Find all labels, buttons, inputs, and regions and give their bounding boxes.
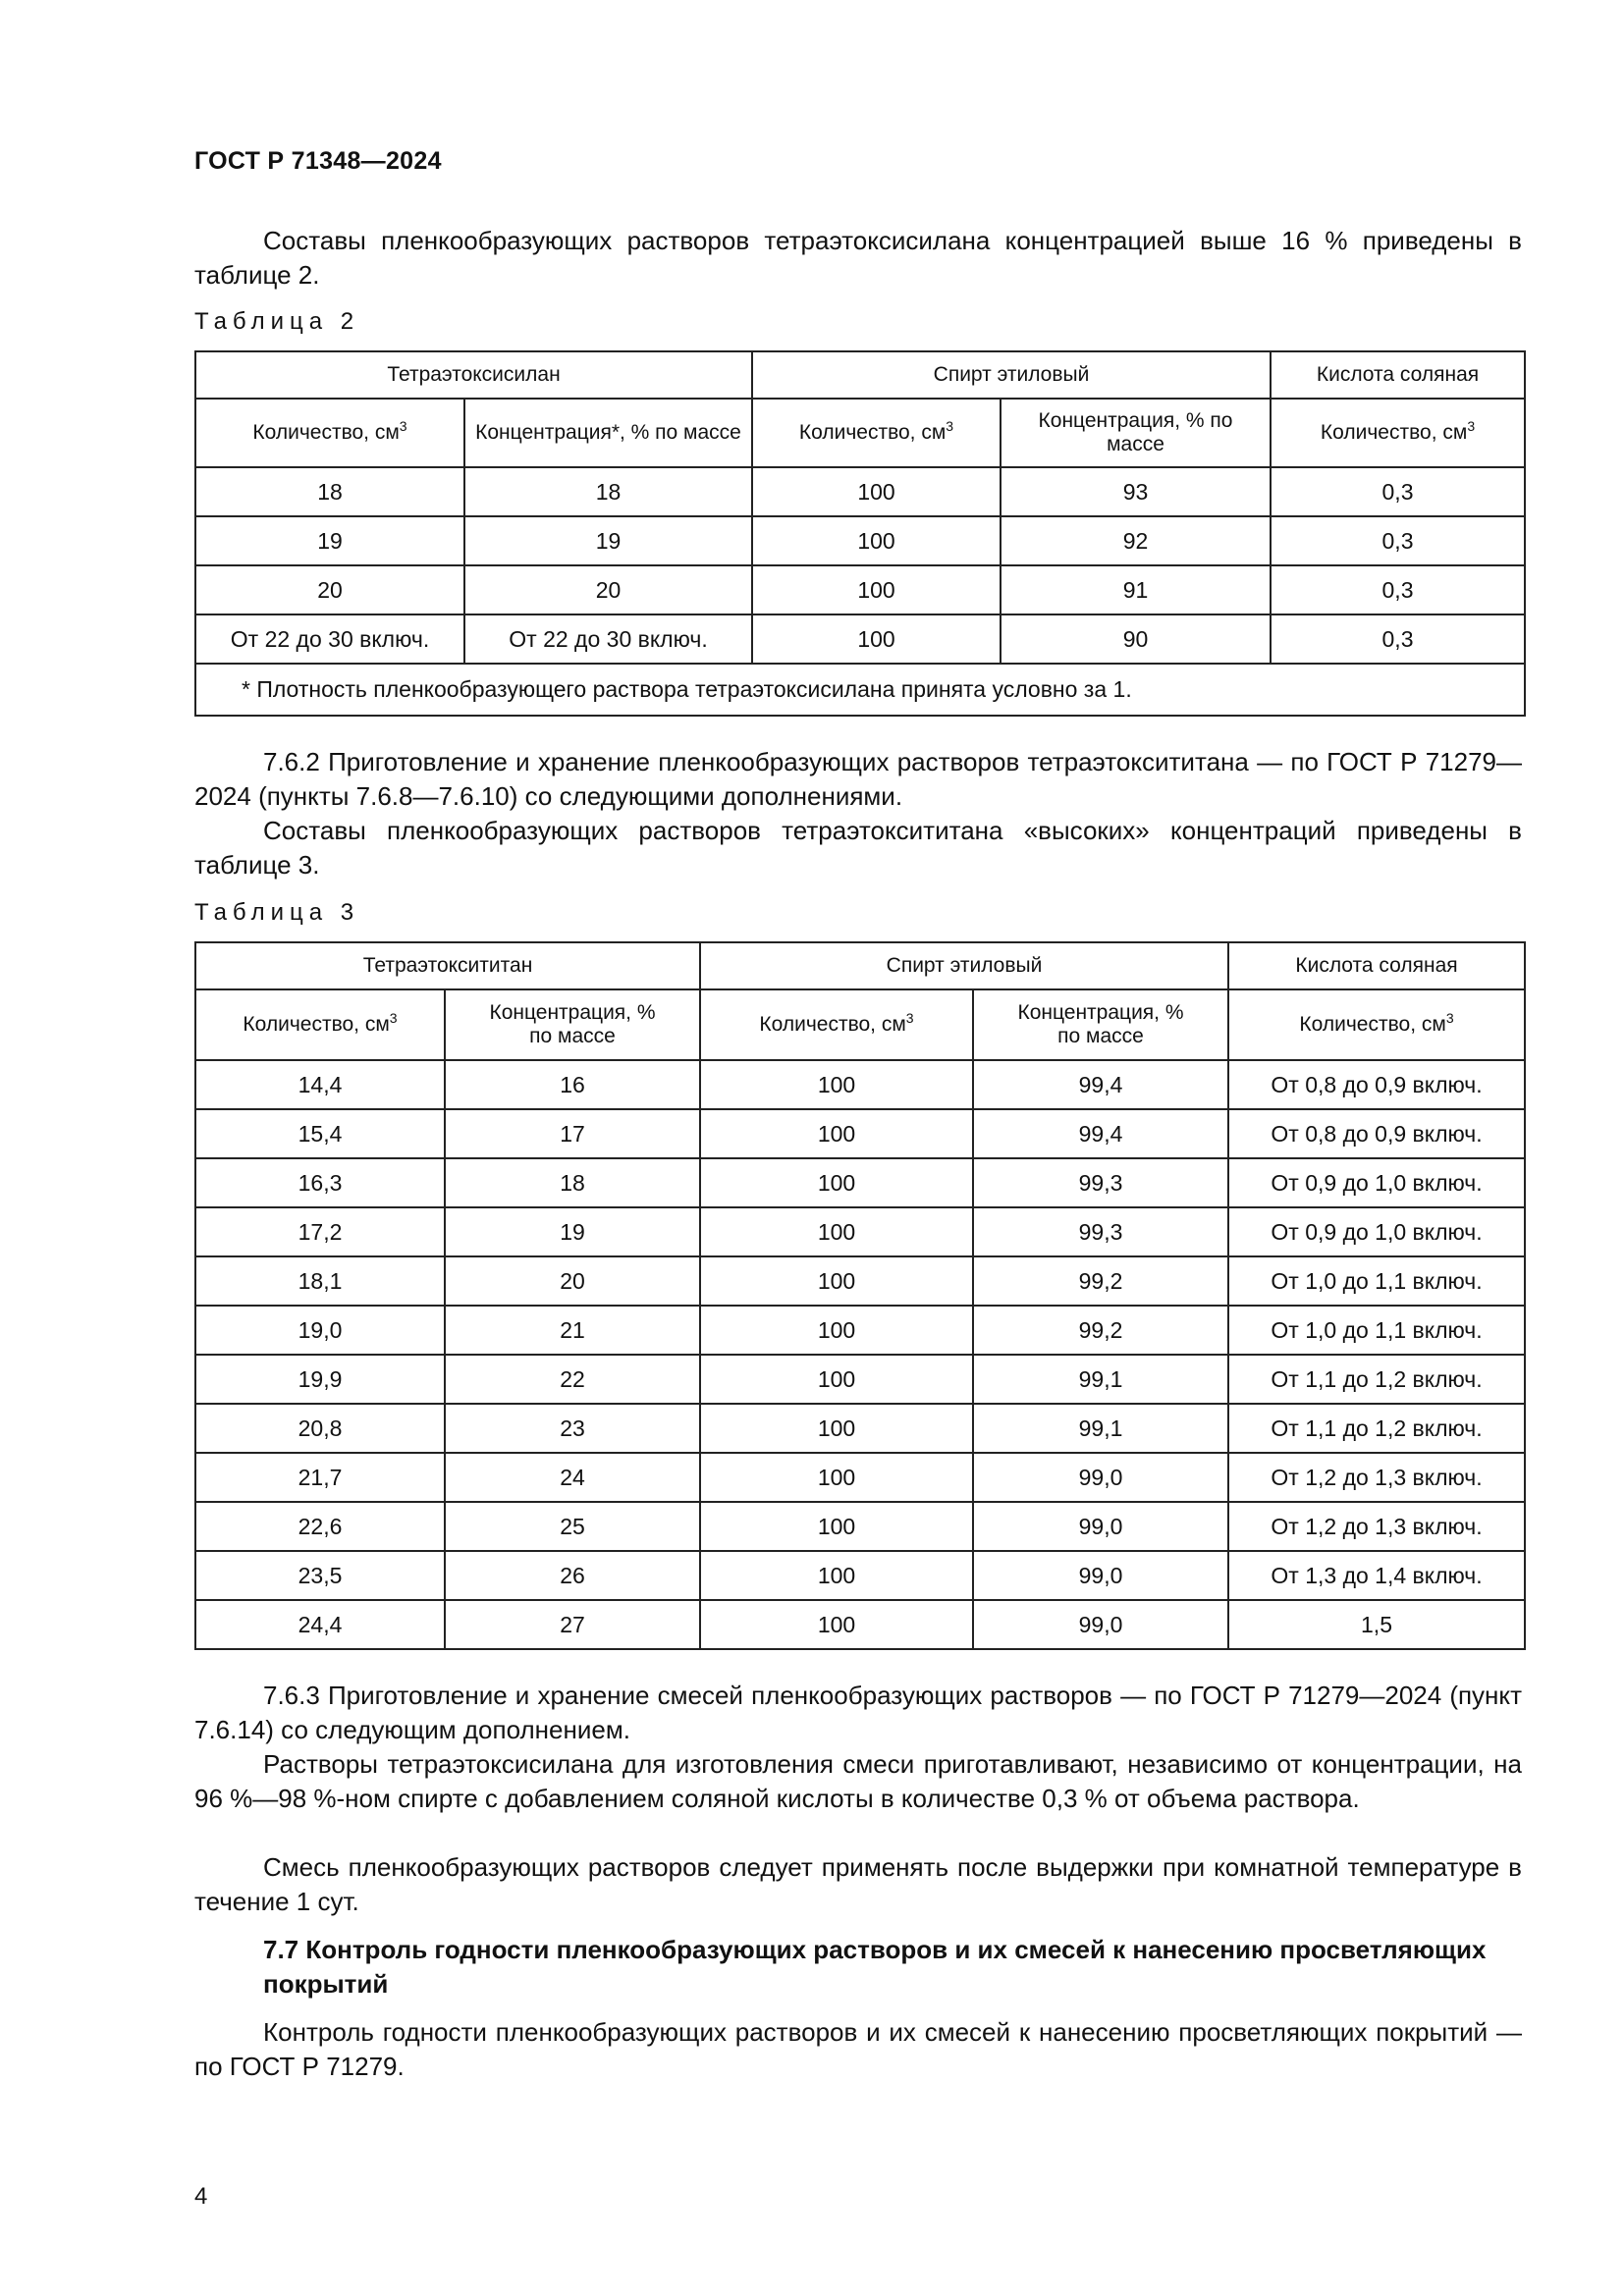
table3-row	[195, 1453, 1525, 1502]
table3-cell: 27	[445, 1600, 700, 1649]
table3-cell: 23,5	[195, 1551, 445, 1600]
table3-cell: 100	[700, 1158, 973, 1207]
table2-footnote: * Плотность пленкообразующего раствора тетраэтоксисилана принята условно за 1.	[195, 664, 1525, 716]
table3-group-header-row	[195, 942, 1525, 989]
table3-cell: 18	[445, 1158, 700, 1207]
table3-row	[195, 1600, 1525, 1649]
table3-row	[195, 1551, 1525, 1600]
table3-cell: 18,1	[195, 1256, 445, 1306]
table3-col-ethanol-quantity: Количество, $см^3$	[700, 989, 973, 1060]
paragraph-7-6-3-solutions: Растворы тетраэтоксисилана для изготовления смеси приготавливают, независимо от концентрации, на 96 %—98 %-ном спирте с добавлением соляной кислоты в количестве 0,3 % от объема раствора.	[194, 1749, 1522, 1813]
table3-cell: 100	[700, 1060, 973, 1109]
table2-cell: 100	[752, 467, 1001, 516]
table3-cell: 100	[700, 1256, 973, 1306]
table2-cell: 93	[1001, 467, 1271, 516]
table2-col-ethanol-concentration: Концентрация, % по массе	[1001, 399, 1271, 467]
table3-cell: От 1,2 до 1,3 включ.	[1228, 1502, 1525, 1551]
table3-cell: 19,9	[195, 1355, 445, 1404]
table3-row	[195, 1502, 1525, 1551]
table3-cell: 100	[700, 1600, 973, 1649]
table3-cell: 100	[700, 1109, 973, 1158]
table3-cell: 99,2	[973, 1306, 1228, 1355]
table2-cell: От 22 до 30 включ.	[464, 614, 752, 664]
table2-cell: 18	[195, 467, 464, 516]
table2-group-hcl: Кислота соляная	[1271, 351, 1525, 399]
table3-cell: 100	[700, 1453, 973, 1502]
table3-cell: 17,2	[195, 1207, 445, 1256]
table3-cell: 22,6	[195, 1502, 445, 1551]
table2-cell: 0,3	[1271, 516, 1525, 565]
table3-group-tetraethoxytitanium: Тетраэтоксититан	[195, 942, 700, 989]
table3-cell: От 0,9 до 1,0 включ.	[1228, 1207, 1525, 1256]
table3-cell: 25	[445, 1502, 700, 1551]
table3-cell: 21,7	[195, 1453, 445, 1502]
table3-cell: 100	[700, 1207, 973, 1256]
paragraph-7-6-3-mixture: Смесь пленкообразующих растворов следует применять после выдержки при комнатной температуре в течение 1 сут.	[194, 1852, 1522, 1916]
table3-cell: 99,3	[973, 1207, 1228, 1256]
table2-row	[195, 467, 1525, 516]
table3-cell: 100	[700, 1306, 973, 1355]
table3-cell: 19	[445, 1207, 700, 1256]
table3-cell: От 1,3 до 1,4 включ.	[1228, 1551, 1525, 1600]
paragraph-7-6-2: 7.6.2 Приготовление и хранение пленкообразующих растворов тетраэтоксититана — по ГОСТ Р 71279—2024 (пункты 7.6.8—7.6.10) со следующими дополнениями.	[194, 747, 1522, 811]
section-7-7-heading: 7.7 Контроль годности пленкообразующих растворов и их смесей к нанесению просветляющих покрытий	[263, 1935, 1487, 1999]
table2-cell: 92	[1001, 516, 1271, 565]
table3-cell: 16,3	[195, 1158, 445, 1207]
table3-cell: 99,4	[973, 1060, 1228, 1109]
table3-row	[195, 1109, 1525, 1158]
table3-cell: 99,0	[973, 1600, 1228, 1649]
table2-cell: 0,3	[1271, 614, 1525, 664]
table3-cell: 16	[445, 1060, 700, 1109]
table2-row	[195, 516, 1525, 565]
table3-cell: 100	[700, 1355, 973, 1404]
table3-cell: От 0,9 до 1,0 включ.	[1228, 1158, 1525, 1207]
table3-cell: От 0,8 до 0,9 включ.	[1228, 1060, 1525, 1109]
table3-cell: 17	[445, 1109, 700, 1158]
table3-row	[195, 1207, 1525, 1256]
table3-cell: От 1,2 до 1,3 включ.	[1228, 1453, 1525, 1502]
table3-group-hcl: Кислота соляная	[1228, 942, 1525, 989]
table2-body	[195, 467, 1525, 664]
table3-cell: 21	[445, 1306, 700, 1355]
paragraph-7-6-2-table3-ref: Составы пленкообразующих растворов тетраэтоксититана «высоких» концентраций приведены в таблице 3.	[194, 816, 1522, 880]
table-2	[194, 350, 1526, 717]
table3-row	[195, 1306, 1525, 1355]
table3-cell: 99,1	[973, 1355, 1228, 1404]
table2-group-tetraethoxysilane: Тетраэтоксисилан	[195, 351, 752, 399]
table2-cell: 20	[195, 565, 464, 614]
table3-caption: Таблица 3	[194, 899, 360, 926]
table3-cell: От 0,8 до 0,9 включ.	[1228, 1109, 1525, 1158]
table2-cell: 100	[752, 516, 1001, 565]
table3-cell: 24,4	[195, 1600, 445, 1649]
table2-cell: 0,3	[1271, 467, 1525, 516]
table3-cell: 1,5	[1228, 1600, 1525, 1649]
table3-row	[195, 1355, 1525, 1404]
table3-cell: 26	[445, 1551, 700, 1600]
table2-cell: 100	[752, 614, 1001, 664]
table3-row	[195, 1158, 1525, 1207]
table3-cell: 99,3	[973, 1158, 1228, 1207]
table2-col-hcl-quantity: Количество, $см^3$	[1271, 399, 1525, 467]
paragraph-7-6-3: 7.6.3 Приготовление и хранение смесей пленкообразующих растворов — по ГОСТ Р 71279—2024 (пункт 7.6.14) со следующим дополнением.	[194, 1681, 1522, 1744]
table2-col-ethanol-quantity: Количество, $см^3$	[752, 399, 1001, 467]
table-3	[194, 941, 1526, 1650]
table3-cell: 23	[445, 1404, 700, 1453]
table2-col-concentration: Концентрация*, % по массе	[464, 399, 752, 467]
table3-cell: 99,0	[973, 1502, 1228, 1551]
table3-col-ethanol-concentration: Концентрация, % по массе	[973, 989, 1228, 1060]
table3-subheader-row	[195, 989, 1525, 1060]
table2-group-ethanol: Спирт этиловый	[752, 351, 1271, 399]
table2-caption: Таблица 2	[194, 308, 360, 335]
table3-cell: 15,4	[195, 1109, 445, 1158]
table3-cell: 100	[700, 1404, 973, 1453]
table3-col-hcl-quantity: Количество, $см^3$	[1228, 989, 1525, 1060]
table2-cell: 90	[1001, 614, 1271, 664]
document-header: ГОСТ Р 71348—2024	[194, 147, 442, 175]
intro-paragraph: Составы пленкообразующих растворов тетраэтоксисилана концентрацией выше 16 % приведены в таблице 2.	[194, 226, 1522, 290]
table3-cell: От 1,1 до 1,2 включ.	[1228, 1404, 1525, 1453]
table2-group-header-row	[195, 351, 1525, 399]
table3-cell: 19,0	[195, 1306, 445, 1355]
table2-footnote-row	[195, 664, 1525, 716]
paragraph-7-7: Контроль годности пленкообразующих растворов и их смесей к нанесению просветляющих покрытий — по ГОСТ Р 71279.	[194, 2017, 1522, 2081]
table3-cell: 100	[700, 1502, 973, 1551]
table3-row	[195, 1060, 1525, 1109]
table3-cell: 99,1	[973, 1404, 1228, 1453]
table2-row	[195, 565, 1525, 614]
table2-cell: 19	[464, 516, 752, 565]
table3-cell: 100	[700, 1551, 973, 1600]
table3-cell: 20	[445, 1256, 700, 1306]
table2-cell: 91	[1001, 565, 1271, 614]
table3-cell: 24	[445, 1453, 700, 1502]
table3-cell: 20,8	[195, 1404, 445, 1453]
table2-row	[195, 614, 1525, 664]
table3-body	[195, 1060, 1525, 1649]
table3-row	[195, 1404, 1525, 1453]
table3-group-ethanol: Спирт этиловый	[700, 942, 1228, 989]
table2-col-quantity: Количество, $см^3$	[195, 399, 464, 467]
table2-subheader-row	[195, 399, 1525, 467]
table2-cell: 20	[464, 565, 752, 614]
table3-cell: 22	[445, 1355, 700, 1404]
table3-col-concentration: Концентрация, % по массе	[445, 989, 700, 1060]
table2-cell: От 22 до 30 включ.	[195, 614, 464, 664]
table2-cell: 19	[195, 516, 464, 565]
table3-cell: 99,4	[973, 1109, 1228, 1158]
table3-cell: От 1,1 до 1,2 включ.	[1228, 1355, 1525, 1404]
table2-cell: 18	[464, 467, 752, 516]
table3-cell: 99,0	[973, 1453, 1228, 1502]
table3-cell: 99,2	[973, 1256, 1228, 1306]
table3-col-quantity: Количество, $см^3$	[195, 989, 445, 1060]
table2-cell: 0,3	[1271, 565, 1525, 614]
table3-row	[195, 1256, 1525, 1306]
table3-cell: 14,4	[195, 1060, 445, 1109]
table3-cell: 99,0	[973, 1551, 1228, 1600]
page-number: 4	[194, 2183, 208, 2210]
table3-cell: От 1,0 до 1,1 включ.	[1228, 1306, 1525, 1355]
table2-cell: 100	[752, 565, 1001, 614]
table3-cell: От 1,0 до 1,1 включ.	[1228, 1256, 1525, 1306]
